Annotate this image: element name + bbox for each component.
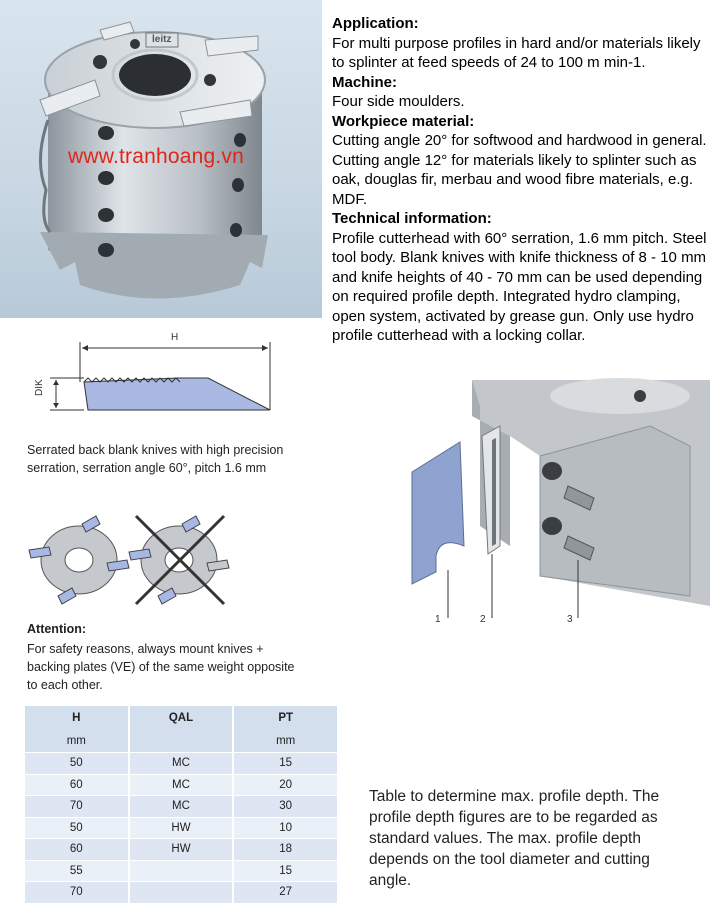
mounting-illustrations xyxy=(24,510,234,610)
attention-text: For safety reasons, always mount knives + backing plates (VE) of the same weight opposite to each other. xyxy=(27,642,295,692)
cell-qal: MC xyxy=(129,753,234,775)
cell-h: 50 xyxy=(25,817,129,839)
table-row xyxy=(25,882,337,903)
attention-title: Attention: xyxy=(27,622,87,636)
cell-h: 55 xyxy=(25,860,129,882)
cell-h: 60 xyxy=(25,839,129,861)
unit-qal xyxy=(129,730,234,753)
correct-mounting-icon xyxy=(29,516,129,604)
application-heading: Application: xyxy=(332,15,419,32)
cell-qal: MC xyxy=(129,774,234,796)
cell-qal: HW xyxy=(129,817,234,839)
table-row xyxy=(25,796,337,818)
cell-qal xyxy=(129,882,234,903)
dimension-dik-label: DIK xyxy=(34,379,45,396)
incorrect-mounting-icon xyxy=(129,516,229,604)
header-qal: QAL xyxy=(129,706,234,730)
cell-pt: 15 xyxy=(233,860,337,882)
machine-text: Four side moulders. xyxy=(332,93,465,110)
profile-depth-table xyxy=(25,706,337,903)
cell-h: 50 xyxy=(25,753,129,775)
header-pt: PT xyxy=(233,706,337,730)
table-note: Table to determine max. profile depth. The profile depth figures are to be regarded as standard values. The max. profile depth depends on the tool diameter and cutting angle. xyxy=(369,788,660,889)
cell-pt: 30 xyxy=(233,796,337,818)
cell-pt: 10 xyxy=(233,817,337,839)
brand-mark: leitz xyxy=(152,34,172,45)
exploded-view-svg xyxy=(400,376,710,632)
cell-pt: 20 xyxy=(233,774,337,796)
exploded-label-1: 1 xyxy=(435,614,441,625)
watermark: www.tranhoang.vn xyxy=(68,145,244,168)
table-unit-row xyxy=(25,730,337,753)
cell-h: 70 xyxy=(25,796,129,818)
cell-qal: HW xyxy=(129,839,234,861)
technical-heading: Technical information: xyxy=(332,210,492,227)
table-row xyxy=(25,817,337,839)
mounting-svg xyxy=(24,510,234,610)
cell-pt: 27 xyxy=(233,882,337,903)
cell-pt: 18 xyxy=(233,839,337,861)
table-row xyxy=(25,839,337,861)
knife-dimension-diagram xyxy=(30,330,290,420)
table-row xyxy=(25,860,337,882)
dimension-h-label: H xyxy=(171,332,179,343)
header-h: H xyxy=(25,706,129,730)
workpiece-text-2: Cutting angle 12° for materials likely to splinter such as oak, douglas fir, merbau and wood fibre materials, e.g. MDF. xyxy=(332,151,697,208)
technical-text: Profile cutterhead with 60° serration, 1.6 mm pitch. Steel tool body. Blank knives with knife thickness of 8 - 10 mm and knife heights of 40 - 70 mm can be used depending on required profile depth. Integrated hydro clamping, open system, activated by grease gun. Only use hydro profile cutterhead with a locking collar. xyxy=(332,229,707,344)
exploded-label-3: 3 xyxy=(567,614,573,625)
cell-h: 70 xyxy=(25,882,129,903)
machine-heading: Machine: xyxy=(332,73,398,91)
exploded-view-illustration xyxy=(400,376,710,632)
knife-diagram-svg xyxy=(30,330,290,420)
cell-pt: 15 xyxy=(233,753,337,775)
table-row xyxy=(25,774,337,796)
workpiece-heading: Workpiece material: xyxy=(332,112,475,130)
cell-qal xyxy=(129,860,234,882)
cell-h: 60 xyxy=(25,774,129,796)
exploded-label-2: 2 xyxy=(480,614,486,625)
unit-h: mm xyxy=(25,730,129,753)
cell-qal: MC xyxy=(129,796,234,818)
table-header-row xyxy=(25,706,337,730)
unit-pt: mm xyxy=(233,730,337,753)
description-block xyxy=(332,14,708,346)
table-row xyxy=(25,753,337,775)
workpiece-text-1: Cutting angle 20° for softwood and hardwood in general. xyxy=(332,132,707,149)
application-text: For multi purpose profiles in hard and/or materials likely to splinter at feed speeds of 24 to 100 m min-1. xyxy=(332,34,701,71)
knife-caption: Serrated back blank knives with high precision serration, serration angle 60°, pitch 1.6 mm xyxy=(27,443,284,475)
